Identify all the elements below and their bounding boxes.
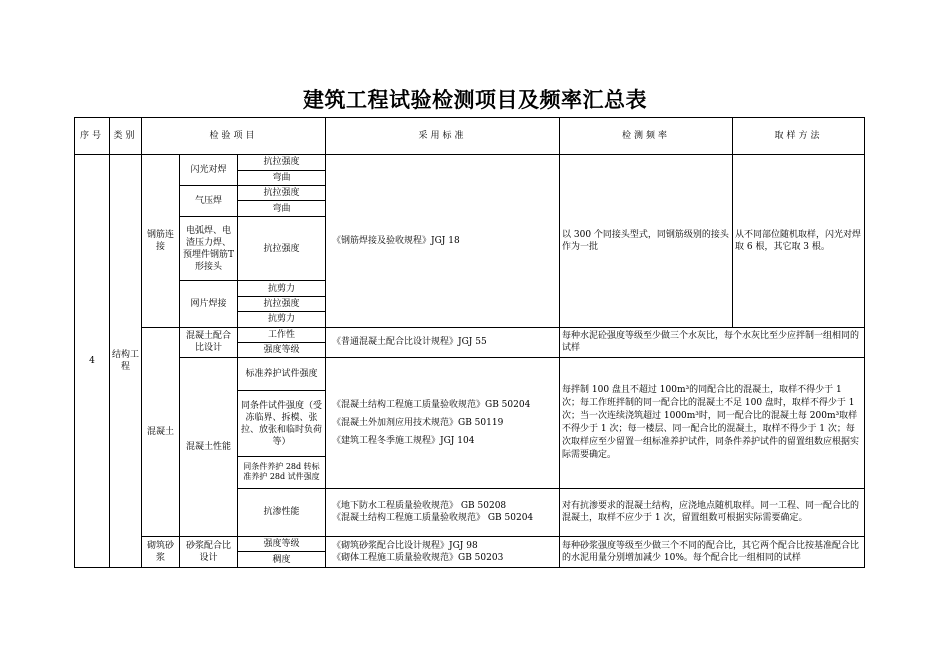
param-strength-grade: 强度等级 [238, 537, 326, 552]
mortar-standard-1: 《砌筑砂浆配合比设计规程》JGJ 98 [332, 541, 478, 552]
param-workability: 工作性 [238, 327, 326, 342]
header-standard: 采用标准 [326, 118, 560, 155]
item-concrete-mix: 混凝土配合比设计 [180, 327, 238, 358]
header-frequency: 检测频率 [560, 118, 733, 155]
strength-standard-3: 《建筑工程冬季施工规程》JGJ 104 [332, 436, 475, 447]
mortar-frequency: 每种砂浆强度等级至少做三个不同的配合比，其它两个配合比按基准配合比的水泥用量分别增加减少 10%。每个配合比一组相同的试样 [560, 537, 865, 568]
document-title: 建筑工程试验检测项目及频率汇总表 [303, 88, 647, 112]
mix-frequency: 每种水泥砼强度等级至少做三个水灰比，每个水灰比至少应拌制一组相同的试样 [560, 327, 865, 358]
table-row [75, 358, 865, 374]
strength-standard-1: 《混凝土结构工程施工质量验收规范》GB 50204 [332, 400, 531, 411]
rebar-standard: 《钢筋焊接及验收规程》JGJ 18 [326, 155, 560, 327]
inspection-table [74, 117, 865, 568]
rebar-sampling: 从不同部位随机取样，闪光对焊取 6 根，其它取 3 根。 [733, 155, 865, 327]
impermeability-standard-1: 《地下防水工程质量验收规范》 GB 50208 [332, 501, 507, 512]
item-gas-press: 气压焊 [180, 186, 238, 217]
param-shear: 抗剪力 [238, 312, 326, 327]
param-bend: 弯曲 [238, 170, 326, 185]
param-consistency: 稠度 [238, 552, 326, 568]
table-row [75, 537, 865, 552]
mix-standard: 《普通混凝土配合比设计规程》JGJ 55 [326, 327, 560, 358]
group-concrete: 混凝土 [142, 327, 180, 537]
param-bend: 弯曲 [238, 201, 326, 216]
param-strength-grade: 强度等级 [238, 342, 326, 357]
param-same-condition-28d: 同条件养护 28d 转标准养护 28d 试件强度 [238, 456, 326, 488]
impermeability-standard-2: 《混凝土结构工程施工质量验收规范》 GB 50204 [332, 513, 534, 524]
param-impermeability: 抗渗性能 [238, 488, 326, 536]
group-mortar: 砌筑砂浆 [142, 537, 180, 568]
param-tensile: 抗拉强度 [238, 155, 326, 170]
header-inspection-items: 检验项目 [142, 118, 326, 155]
impermeability-frequency: 对有抗渗要求的混凝土结构，应浇地点随机取样。同一工程、同一配合比的混凝土，取样不应少于 1 次，留置组数可根据实际需要确定。 [560, 488, 865, 536]
seq-number: 4 [75, 155, 110, 568]
strength-standards [326, 358, 560, 489]
table-row [75, 155, 865, 170]
param-tensile: 抗拉强度 [238, 296, 326, 311]
param-shear: 抗剪力 [238, 281, 326, 296]
param-std-cure: 标准养护试件强度 [238, 358, 326, 391]
item-concrete-property: 混凝土性能 [180, 358, 238, 537]
param-same-condition: 同条件试件强度（受冻临界、拆模、张拉、放张和临时负荷等） [238, 391, 326, 457]
header-seq: 序号 [75, 118, 110, 155]
rebar-frequency: 以 300 个同接头型式，同钢筋级别的接头作为一批 [560, 155, 733, 327]
impermeability-standards [326, 488, 560, 536]
item-mortar-mix: 砂浆配合比设计 [180, 537, 238, 568]
table-row [75, 327, 865, 342]
group-rebar: 钢筋连接 [142, 155, 180, 327]
strength-frequency: 每拌制 100 盘且不超过 100m³的同配合比的混凝土，取样不得少于 1 次；每工作班拌制的同一配合比的混凝土不足 100 盘时，取样不得少于 1 次；当一次连续浇筑超过 1000m³时，同一配合比的混凝土每 200m³取样不得少于 1 次；每一楼层、同一配合比的混凝土，取样不得少于 1 次；每次取样应至少留置一组标准养护试件，同条件养护试件的留置组数应根据实际需要确定。 [560, 358, 865, 489]
param-tensile: 抗拉强度 [238, 186, 326, 201]
header-category: 类别 [110, 118, 142, 155]
mortar-standard-2: 《砌体工程施工质量验收规范》GB 50203 [332, 553, 504, 564]
item-mesh-weld: 网片焊接 [180, 281, 238, 327]
param-tensile: 抗拉强度 [238, 216, 326, 281]
header-row [75, 118, 865, 155]
header-sampling: 取样方法 [733, 118, 865, 155]
strength-standard-2: 《混凝土外加剂应用技术规范》GB 50119 [332, 418, 504, 429]
item-arc-weld: 电弧焊、电渣压力焊、预埋件钢筋T形接头 [180, 216, 238, 281]
mortar-standards [326, 537, 560, 568]
category-cell: 结构工程 [110, 155, 142, 568]
item-flash-butt: 闪光对焊 [180, 155, 238, 186]
